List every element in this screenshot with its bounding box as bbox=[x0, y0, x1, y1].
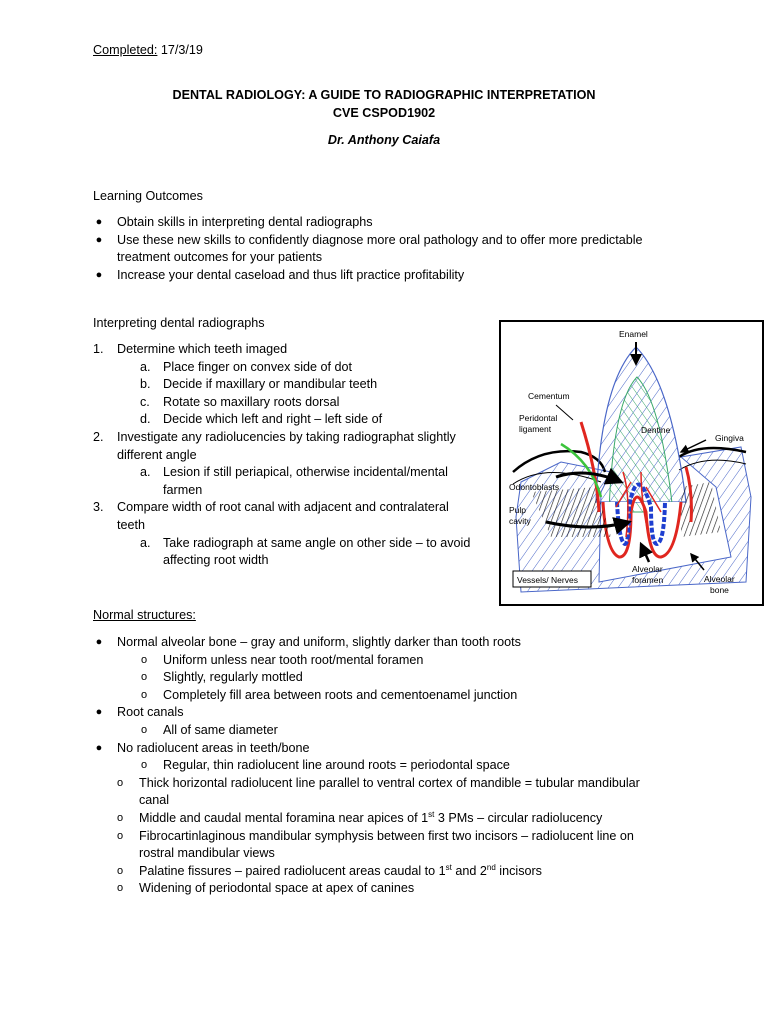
tooth-anatomy-figure bbox=[499, 320, 764, 606]
interpreting-list bbox=[93, 341, 493, 570]
list-item: a. Lesion if still periapical, otherwise incidental/mental bbox=[140, 465, 448, 480]
list-item: o All of same diameter bbox=[117, 722, 717, 740]
label-alveolar-bone-1: Alveolar bbox=[704, 574, 735, 584]
list-item-continuation: canal bbox=[139, 793, 170, 808]
label-dentine: Dentine bbox=[641, 425, 671, 435]
circle-bullet-icon: o bbox=[141, 653, 148, 666]
label-periodontal-1: Peridontal bbox=[519, 413, 558, 423]
document-title: DENTAL RADIOLOGY: A GUIDE TO RADIOGRAPHIC INTERPRETATION bbox=[172, 88, 596, 102]
list-item-continuation: rostral mandibular views bbox=[139, 846, 275, 861]
label-periodontal-2: ligament bbox=[519, 424, 552, 434]
course-code: CVE CSPOD1902 bbox=[332, 106, 436, 120]
list-item: ● Root canals bbox=[117, 704, 717, 722]
label-alveolar-foramen-2: foramen bbox=[632, 575, 664, 585]
completed-line bbox=[93, 42, 203, 60]
list-item: ● No radiolucent areas in teeth/bone bbox=[117, 740, 717, 758]
label-enamel: Enamel bbox=[619, 329, 648, 339]
list-item: ● Increase your dental caseload and thus lift practice profitability bbox=[117, 267, 677, 285]
learning-outcomes-list bbox=[95, 214, 677, 284]
circle-bullet-icon: o bbox=[141, 759, 148, 772]
list-item: d. Decide which left and right – left side of bbox=[140, 412, 383, 427]
list-item: c. Rotate so maxillary roots dorsal bbox=[140, 394, 340, 409]
bullet-icon: ● bbox=[95, 233, 103, 246]
list-item-continuation: treatment outcomes for your patients bbox=[117, 250, 323, 265]
list-item: o Regular, thin radiolucent line around roots = periodontal space bbox=[117, 757, 717, 775]
list-item-continuation: affecting root width bbox=[163, 553, 269, 568]
list-item: o Fibrocartinlaginous mandibular symphysis between first two incisors – radiolucent line on bbox=[117, 828, 717, 846]
completed-label: Completed: bbox=[93, 43, 158, 57]
list-item: o Widening of periodontal space at apex of canines bbox=[117, 880, 717, 898]
list-item: a. Place finger on convex side of dot bbox=[140, 359, 353, 374]
label-odontoblasts: Odontoblasts bbox=[509, 482, 560, 492]
list-item: o Middle and caudal mental foramina near apices of 1st 3 PMs – circular radiolucency bbox=[117, 810, 717, 828]
circle-bullet-icon: o bbox=[117, 882, 124, 895]
list-item: 1. Determine which teeth imaged bbox=[93, 342, 288, 356]
bullet-icon: ● bbox=[95, 706, 103, 719]
label-cementum: Cementum bbox=[528, 391, 570, 401]
normal-structures-heading: Normal structures: bbox=[93, 608, 196, 622]
circle-bullet-icon: o bbox=[141, 671, 148, 684]
label-pulp-2: cavity bbox=[509, 516, 531, 526]
list-item: a. Take radiograph at same angle on other side – to avoid bbox=[140, 535, 471, 550]
circle-bullet-icon: o bbox=[141, 723, 148, 736]
circle-bullet-icon: o bbox=[117, 776, 124, 789]
list-item: ● Normal alveolar bone – gray and uniform, slightly darker than tooth roots bbox=[117, 634, 717, 652]
circle-bullet-icon: o bbox=[117, 829, 124, 842]
list-item: ● Obtain skills in interpreting dental radiographs bbox=[117, 214, 677, 232]
circle-bullet-icon: o bbox=[117, 864, 124, 877]
list-item: ● Use these new skills to confidently diagnose more oral pathology and to offer more predictable bbox=[117, 232, 677, 250]
label-vessels: Vessels/ Nerves bbox=[517, 575, 578, 585]
list-item: o Completely fill area between roots and cementoenamel junction bbox=[117, 687, 717, 705]
list-item: o Thick horizontal radiolucent line parallel to ventral cortex of mandible = tubular mandibular bbox=[117, 775, 717, 793]
tooth-diagram bbox=[501, 322, 762, 604]
list-item: o Slightly, regularly mottled bbox=[117, 669, 717, 687]
circle-bullet-icon: o bbox=[117, 811, 124, 824]
learning-outcomes-heading: Learning Outcomes bbox=[93, 189, 203, 203]
list-item: 3. Compare width of root canal with adjacent and contralateral bbox=[93, 500, 449, 515]
bullet-icon: ● bbox=[95, 636, 103, 648]
list-item-continuation: teeth bbox=[117, 517, 146, 532]
label-pulp-1: Pulp bbox=[509, 505, 527, 515]
author-name: Dr. Anthony Caiafa bbox=[327, 133, 441, 147]
list-item-continuation: different angle bbox=[117, 447, 197, 462]
bullet-icon: ● bbox=[95, 268, 103, 281]
list-item: b. Decide if maxillary or mandibular teeth bbox=[140, 377, 378, 392]
circle-bullet-icon: o bbox=[141, 688, 148, 701]
list-item: o Palatine fissures – paired radiolucent areas caudal to 1st and 2nd incisors bbox=[117, 863, 717, 881]
interpreting-heading: Interpreting dental radiographs bbox=[93, 316, 265, 330]
bullet-icon: ● bbox=[95, 216, 103, 228]
label-gingiva: Gingiva bbox=[715, 433, 744, 443]
list-item: o Uniform unless near tooth root/mental foramen bbox=[117, 652, 717, 670]
list-item: 2. Investigate any radiolucencies by taking radiographat slightly bbox=[93, 429, 456, 444]
label-alveolar-foramen-1: Alveolar bbox=[632, 564, 663, 574]
label-alveolar-bone-2: bone bbox=[710, 585, 729, 595]
normal-structures-list bbox=[95, 634, 717, 898]
completed-date: 17/3/19 bbox=[157, 43, 203, 57]
bullet-icon: ● bbox=[95, 741, 103, 754]
list-item-continuation: farmen bbox=[163, 482, 203, 497]
